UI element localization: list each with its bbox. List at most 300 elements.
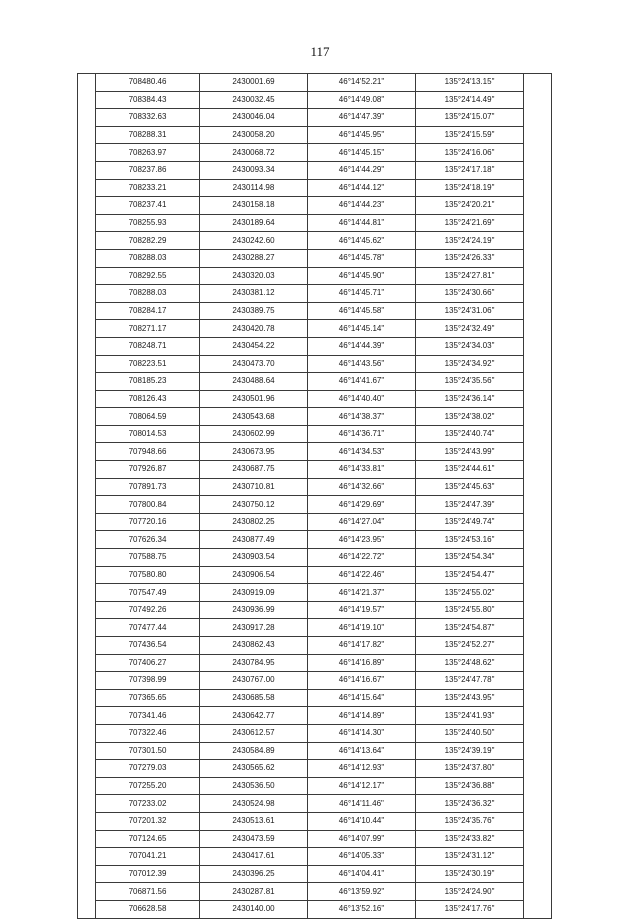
notes-cell (524, 355, 552, 373)
table-row (78, 707, 552, 725)
notes-cell (524, 830, 552, 848)
x-coordinate-cell: 708233.21 (96, 179, 200, 197)
notes-cell (524, 302, 552, 320)
table-row (78, 549, 552, 567)
table-row (78, 672, 552, 690)
longitude-cell: 135°24'49.74" (416, 513, 524, 531)
table-row (78, 320, 552, 338)
x-coordinate-cell: 707800.84 (96, 496, 200, 514)
notes-cell (524, 443, 552, 461)
row-number-cell (78, 795, 96, 813)
row-number-cell (78, 126, 96, 144)
longitude-cell: 135°24'31.06" (416, 302, 524, 320)
latitude-cell: 46°14'05.33" (308, 848, 416, 866)
y-coordinate-cell: 2430673.95 (200, 443, 308, 461)
longitude-cell: 135°24'27.81" (416, 267, 524, 285)
longitude-cell: 135°24'30.66" (416, 285, 524, 303)
table-row (78, 109, 552, 127)
row-number-cell (78, 689, 96, 707)
row-number-cell (78, 513, 96, 531)
x-coordinate-cell: 708126.43 (96, 390, 200, 408)
y-coordinate-cell: 2430320.03 (200, 267, 308, 285)
x-coordinate-cell: 707012.39 (96, 865, 200, 883)
notes-cell (524, 144, 552, 162)
x-coordinate-cell: 707948.66 (96, 443, 200, 461)
x-coordinate-cell: 707124.65 (96, 830, 200, 848)
x-coordinate-cell: 707588.75 (96, 549, 200, 567)
table-row (78, 285, 552, 303)
longitude-cell: 135°24'34.03" (416, 337, 524, 355)
notes-cell (524, 689, 552, 707)
y-coordinate-cell: 2430488.64 (200, 373, 308, 391)
x-coordinate-cell: 708288.31 (96, 126, 200, 144)
table-row (78, 74, 552, 92)
coordinates-table (77, 73, 552, 919)
longitude-cell: 135°24'55.80" (416, 601, 524, 619)
y-coordinate-cell: 2430903.54 (200, 549, 308, 567)
row-number-cell (78, 214, 96, 232)
table-row (78, 161, 552, 179)
notes-cell (524, 425, 552, 443)
row-number-cell (78, 707, 96, 725)
latitude-cell: 46°14'27.04" (308, 513, 416, 531)
latitude-cell: 46°14'45.78" (308, 249, 416, 267)
y-coordinate-cell: 2430612.57 (200, 724, 308, 742)
x-coordinate-cell: 707201.32 (96, 812, 200, 830)
table-row (78, 689, 552, 707)
latitude-cell: 46°14'23.95" (308, 531, 416, 549)
y-coordinate-cell: 2430058.20 (200, 126, 308, 144)
row-number-cell (78, 267, 96, 285)
longitude-cell: 135°24'54.87" (416, 619, 524, 637)
y-coordinate-cell: 2430536.50 (200, 777, 308, 795)
y-coordinate-cell: 2430767.00 (200, 672, 308, 690)
y-coordinate-cell: 2430524.98 (200, 795, 308, 813)
x-coordinate-cell: 707041.21 (96, 848, 200, 866)
notes-cell (524, 496, 552, 514)
latitude-cell: 46°14'14.89" (308, 707, 416, 725)
table-row (78, 461, 552, 479)
row-number-cell (78, 900, 96, 918)
row-number-cell (78, 848, 96, 866)
latitude-cell: 46°14'44.29" (308, 161, 416, 179)
notes-cell (524, 760, 552, 778)
latitude-cell: 46°14'43.56" (308, 355, 416, 373)
longitude-cell: 135°24'32.49" (416, 320, 524, 338)
row-number-cell (78, 654, 96, 672)
notes-cell (524, 373, 552, 391)
table-row (78, 513, 552, 531)
y-coordinate-cell: 2430068.72 (200, 144, 308, 162)
notes-cell (524, 724, 552, 742)
row-number-cell (78, 91, 96, 109)
longitude-cell: 135°24'20.21" (416, 197, 524, 215)
latitude-cell: 46°14'44.12" (308, 179, 416, 197)
latitude-cell: 46°14'34.53" (308, 443, 416, 461)
table-row (78, 654, 552, 672)
longitude-cell: 135°24'44.61" (416, 461, 524, 479)
x-coordinate-cell: 708237.86 (96, 161, 200, 179)
row-number-cell (78, 232, 96, 250)
x-coordinate-cell: 706871.56 (96, 883, 200, 901)
notes-cell (524, 865, 552, 883)
x-coordinate-cell: 707301.50 (96, 742, 200, 760)
longitude-cell: 135°24'30.19" (416, 865, 524, 883)
row-number-cell (78, 179, 96, 197)
latitude-cell: 46°14'44.81" (308, 214, 416, 232)
notes-cell (524, 179, 552, 197)
latitude-cell: 46°14'45.62" (308, 232, 416, 250)
row-number-cell (78, 302, 96, 320)
table-row (78, 126, 552, 144)
row-number-cell (78, 584, 96, 602)
longitude-cell: 135°24'16.06" (416, 144, 524, 162)
notes-cell (524, 531, 552, 549)
latitude-cell: 46°14'19.10" (308, 619, 416, 637)
x-coordinate-cell: 707365.65 (96, 689, 200, 707)
latitude-cell: 46°14'38.37" (308, 408, 416, 426)
row-number-cell (78, 724, 96, 742)
y-coordinate-cell: 2430396.25 (200, 865, 308, 883)
y-coordinate-cell: 2430710.81 (200, 478, 308, 496)
latitude-cell: 46°13'59.92" (308, 883, 416, 901)
coordinates-table-body (78, 74, 552, 919)
notes-cell (524, 549, 552, 567)
notes-cell (524, 513, 552, 531)
latitude-cell: 46°14'41.67" (308, 373, 416, 391)
table-row (78, 267, 552, 285)
table-row (78, 760, 552, 778)
longitude-cell: 135°24'18.19" (416, 179, 524, 197)
latitude-cell: 46°14'21.37" (308, 584, 416, 602)
y-coordinate-cell: 2430454.22 (200, 337, 308, 355)
row-number-cell (78, 531, 96, 549)
longitude-cell: 135°24'35.56" (416, 373, 524, 391)
latitude-cell: 46°14'44.39" (308, 337, 416, 355)
table-row (78, 496, 552, 514)
latitude-cell: 46°14'12.93" (308, 760, 416, 778)
x-coordinate-cell: 708185.23 (96, 373, 200, 391)
x-coordinate-cell: 708237.41 (96, 197, 200, 215)
y-coordinate-cell: 2430417.61 (200, 848, 308, 866)
longitude-cell: 135°24'17.76" (416, 900, 524, 918)
row-number-cell (78, 461, 96, 479)
longitude-cell: 135°24'21.69" (416, 214, 524, 232)
notes-cell (524, 232, 552, 250)
row-number-cell (78, 672, 96, 690)
notes-cell (524, 285, 552, 303)
x-coordinate-cell: 707322.46 (96, 724, 200, 742)
longitude-cell: 135°24'14.49" (416, 91, 524, 109)
notes-cell (524, 390, 552, 408)
notes-cell (524, 654, 552, 672)
row-number-cell (78, 197, 96, 215)
latitude-cell: 46°14'04.41" (308, 865, 416, 883)
row-number-cell (78, 830, 96, 848)
longitude-cell: 135°24'48.62" (416, 654, 524, 672)
latitude-cell: 46°14'45.90" (308, 267, 416, 285)
row-number-cell (78, 760, 96, 778)
latitude-cell: 46°14'13.64" (308, 742, 416, 760)
y-coordinate-cell: 2430862.43 (200, 637, 308, 655)
notes-cell (524, 478, 552, 496)
row-number-cell (78, 74, 96, 92)
row-number-cell (78, 601, 96, 619)
row-number-cell (78, 637, 96, 655)
x-coordinate-cell: 707233.02 (96, 795, 200, 813)
x-coordinate-cell: 708288.03 (96, 249, 200, 267)
row-number-cell (78, 109, 96, 127)
notes-cell (524, 707, 552, 725)
table-row (78, 408, 552, 426)
notes-cell (524, 91, 552, 109)
row-number-cell (78, 742, 96, 760)
longitude-cell: 135°24'15.59" (416, 126, 524, 144)
longitude-cell: 135°24'40.74" (416, 425, 524, 443)
notes-cell (524, 637, 552, 655)
notes-cell (524, 672, 552, 690)
notes-cell (524, 74, 552, 92)
table-row (78, 584, 552, 602)
table-row (78, 777, 552, 795)
notes-cell (524, 408, 552, 426)
latitude-cell: 46°13'52.16" (308, 900, 416, 918)
latitude-cell: 46°14'29.69" (308, 496, 416, 514)
table-row (78, 179, 552, 197)
row-number-cell (78, 812, 96, 830)
table-row (78, 214, 552, 232)
y-coordinate-cell: 2430602.99 (200, 425, 308, 443)
row-number-cell (78, 320, 96, 338)
x-coordinate-cell: 707626.34 (96, 531, 200, 549)
row-number-cell (78, 144, 96, 162)
longitude-cell: 135°24'26.33" (416, 249, 524, 267)
x-coordinate-cell: 707436.54 (96, 637, 200, 655)
latitude-cell: 46°14'11.46" (308, 795, 416, 813)
x-coordinate-cell: 708292.55 (96, 267, 200, 285)
longitude-cell: 135°24'54.34" (416, 549, 524, 567)
longitude-cell: 135°24'38.02" (416, 408, 524, 426)
row-number-cell (78, 865, 96, 883)
y-coordinate-cell: 2430919.09 (200, 584, 308, 602)
row-number-cell (78, 478, 96, 496)
longitude-cell: 135°24'36.14" (416, 390, 524, 408)
longitude-cell: 135°24'35.76" (416, 812, 524, 830)
latitude-cell: 46°14'14.30" (308, 724, 416, 742)
y-coordinate-cell: 2430473.70 (200, 355, 308, 373)
y-coordinate-cell: 2430687.75 (200, 461, 308, 479)
table-row (78, 249, 552, 267)
row-number-cell (78, 337, 96, 355)
x-coordinate-cell: 707398.99 (96, 672, 200, 690)
longitude-cell: 135°24'24.90" (416, 883, 524, 901)
y-coordinate-cell: 2430242.60 (200, 232, 308, 250)
y-coordinate-cell: 2430750.12 (200, 496, 308, 514)
latitude-cell: 46°14'17.82" (308, 637, 416, 655)
x-coordinate-cell: 707547.49 (96, 584, 200, 602)
x-coordinate-cell: 707255.20 (96, 777, 200, 795)
y-coordinate-cell: 2430473.59 (200, 830, 308, 848)
table-row (78, 144, 552, 162)
y-coordinate-cell: 2430565.62 (200, 760, 308, 778)
x-coordinate-cell: 708282.29 (96, 232, 200, 250)
table-row (78, 302, 552, 320)
x-coordinate-cell: 707406.27 (96, 654, 200, 672)
notes-cell (524, 461, 552, 479)
notes-cell (524, 900, 552, 918)
x-coordinate-cell: 707926.87 (96, 461, 200, 479)
row-number-cell (78, 496, 96, 514)
y-coordinate-cell: 2430906.54 (200, 566, 308, 584)
page-number: 117 (310, 44, 330, 59)
latitude-cell: 46°14'47.39" (308, 109, 416, 127)
table-row (78, 425, 552, 443)
x-coordinate-cell: 707341.46 (96, 707, 200, 725)
y-coordinate-cell: 2430189.64 (200, 214, 308, 232)
row-number-cell (78, 161, 96, 179)
notes-cell (524, 848, 552, 866)
x-coordinate-cell: 707891.73 (96, 478, 200, 496)
latitude-cell: 46°14'12.17" (308, 777, 416, 795)
y-coordinate-cell: 2430046.04 (200, 109, 308, 127)
x-coordinate-cell: 708271.17 (96, 320, 200, 338)
notes-cell (524, 584, 552, 602)
y-coordinate-cell: 2430685.58 (200, 689, 308, 707)
table-row (78, 601, 552, 619)
table-row (78, 197, 552, 215)
latitude-cell: 46°14'33.81" (308, 461, 416, 479)
x-coordinate-cell: 708288.03 (96, 285, 200, 303)
longitude-cell: 135°24'45.63" (416, 478, 524, 496)
table-row (78, 531, 552, 549)
notes-cell (524, 601, 552, 619)
latitude-cell: 46°14'07.99" (308, 830, 416, 848)
notes-cell (524, 161, 552, 179)
x-coordinate-cell: 707492.26 (96, 601, 200, 619)
row-number-cell (78, 390, 96, 408)
row-number-cell (78, 408, 96, 426)
table-row (78, 355, 552, 373)
longitude-cell: 135°24'40.50" (416, 724, 524, 742)
longitude-cell: 135°24'55.02" (416, 584, 524, 602)
table-row (78, 443, 552, 461)
y-coordinate-cell: 2430642.77 (200, 707, 308, 725)
table-row (78, 883, 552, 901)
longitude-cell: 135°24'52.27" (416, 637, 524, 655)
y-coordinate-cell: 2430032.45 (200, 91, 308, 109)
longitude-cell: 135°24'34.92" (416, 355, 524, 373)
table-row (78, 390, 552, 408)
notes-cell (524, 883, 552, 901)
row-number-cell (78, 619, 96, 637)
notes-cell (524, 197, 552, 215)
latitude-cell: 46°14'44.23" (308, 197, 416, 215)
y-coordinate-cell: 2430784.95 (200, 654, 308, 672)
x-coordinate-cell: 708332.63 (96, 109, 200, 127)
x-coordinate-cell: 708480.46 (96, 74, 200, 92)
row-number-cell (78, 883, 96, 901)
notes-cell (524, 619, 552, 637)
latitude-cell: 46°14'15.64" (308, 689, 416, 707)
table-row (78, 337, 552, 355)
x-coordinate-cell: 708384.43 (96, 91, 200, 109)
longitude-cell: 135°24'17.18" (416, 161, 524, 179)
table-row (78, 478, 552, 496)
notes-cell (524, 267, 552, 285)
notes-cell (524, 777, 552, 795)
latitude-cell: 46°14'49.08" (308, 91, 416, 109)
longitude-cell: 135°24'41.93" (416, 707, 524, 725)
latitude-cell: 46°14'52.21" (308, 74, 416, 92)
longitude-cell: 135°24'53.16" (416, 531, 524, 549)
longitude-cell: 135°24'47.39" (416, 496, 524, 514)
longitude-cell: 135°24'39.19" (416, 742, 524, 760)
latitude-cell: 46°14'16.67" (308, 672, 416, 690)
x-coordinate-cell: 707477.44 (96, 619, 200, 637)
y-coordinate-cell: 2430420.78 (200, 320, 308, 338)
y-coordinate-cell: 2430140.00 (200, 900, 308, 918)
y-coordinate-cell: 2430001.69 (200, 74, 308, 92)
longitude-cell: 135°24'47.78" (416, 672, 524, 690)
table-row (78, 566, 552, 584)
row-number-cell (78, 443, 96, 461)
table-row (78, 812, 552, 830)
y-coordinate-cell: 2430389.75 (200, 302, 308, 320)
latitude-cell: 46°14'16.89" (308, 654, 416, 672)
x-coordinate-cell: 708255.93 (96, 214, 200, 232)
longitude-cell: 135°24'36.88" (416, 777, 524, 795)
y-coordinate-cell: 2430584.89 (200, 742, 308, 760)
latitude-cell: 46°14'10.44" (308, 812, 416, 830)
x-coordinate-cell: 707580.80 (96, 566, 200, 584)
x-coordinate-cell: 707279.03 (96, 760, 200, 778)
latitude-cell: 46°14'19.57" (308, 601, 416, 619)
latitude-cell: 46°14'45.95" (308, 126, 416, 144)
notes-cell (524, 812, 552, 830)
notes-cell (524, 249, 552, 267)
latitude-cell: 46°14'36.71" (308, 425, 416, 443)
longitude-cell: 135°24'36.32" (416, 795, 524, 813)
table-row (78, 848, 552, 866)
y-coordinate-cell: 2430802.25 (200, 513, 308, 531)
latitude-cell: 46°14'45.71" (308, 285, 416, 303)
notes-cell (524, 742, 552, 760)
row-number-cell (78, 249, 96, 267)
notes-cell (524, 795, 552, 813)
longitude-cell: 135°24'43.99" (416, 443, 524, 461)
table-row (78, 724, 552, 742)
longitude-cell: 135°24'15.07" (416, 109, 524, 127)
latitude-cell: 46°14'45.15" (308, 144, 416, 162)
table-row (78, 637, 552, 655)
table-row (78, 830, 552, 848)
notes-cell (524, 320, 552, 338)
notes-cell (524, 109, 552, 127)
table-row (78, 865, 552, 883)
y-coordinate-cell: 2430877.49 (200, 531, 308, 549)
longitude-cell: 135°24'54.47" (416, 566, 524, 584)
x-coordinate-cell: 708248.71 (96, 337, 200, 355)
y-coordinate-cell: 2430936.99 (200, 601, 308, 619)
table-row (78, 373, 552, 391)
row-number-cell (78, 549, 96, 567)
row-number-cell (78, 373, 96, 391)
y-coordinate-cell: 2430158.18 (200, 197, 308, 215)
notes-cell (524, 126, 552, 144)
x-coordinate-cell: 706628.58 (96, 900, 200, 918)
table-row (78, 619, 552, 637)
row-number-cell (78, 425, 96, 443)
